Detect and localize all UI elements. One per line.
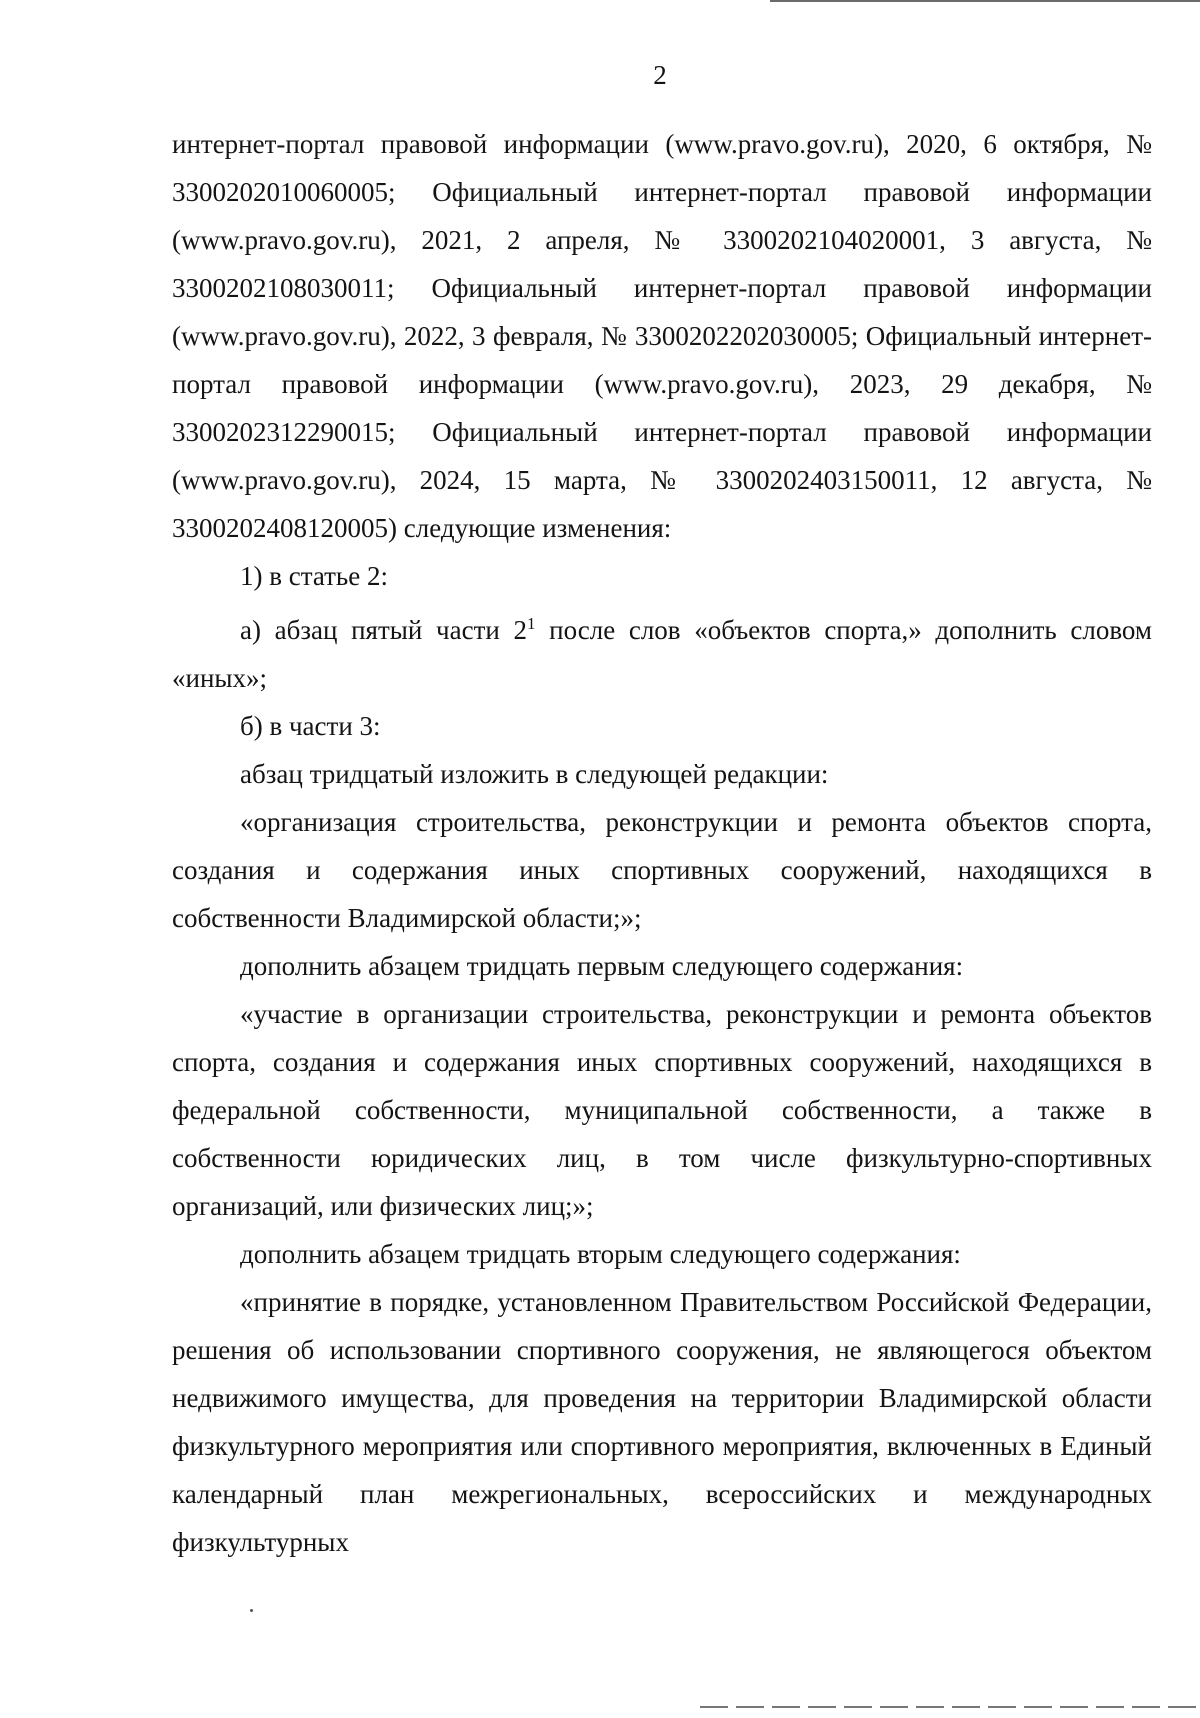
paragraph-abzac-32: дополнить абзацем тридцать вторым следующего содержания: bbox=[240, 1239, 961, 1269]
scan-edge-line-bottom bbox=[700, 1706, 1200, 1708]
item-a-text: а) абзац пятый части 2 bbox=[240, 615, 527, 645]
superscript: 1 bbox=[526, 614, 536, 633]
paragraph-quote-2: «участие в организации строительства, реконструкции и ремонта объектов спорта, создания и содержания иных спортивных сооружений, находящихся в федеральной собственности, муниципальной собственности, а также в собственности юридических лиц, в том числе физкультурно-спортивных организаций, или физических лиц;»; bbox=[172, 999, 1152, 1221]
paragraph-item-a bbox=[172, 600, 1152, 702]
paragraph-continuation: интернет-портал правовой информации (www.pravo.gov.ru), 2020, 6 октября, № 3300202010060005; Официальный интернет-портал правовой информации (www.pravo.gov.ru), 2021, 2 апреля, № 3300202104020001, 3 августа, № 3300202108030011; Официальный интернет-портал правовой информации (www.pravo.gov.ru), 2022, 3 февраля, № 3300202202030005; Официальный интернет-портал правовой информации (www.pravo.gov.ru), 2023, 29 декабря, № 3300202312290015; Официальный интернет-портал правовой информации (www.pravo.gov.ru), 2024, 15 марта, № 3300202403150011, 12 августа, № 3300202408120005) следующие изменения: bbox=[172, 129, 1152, 543]
paragraph-article-2: 1) в статье 2: bbox=[240, 561, 388, 591]
document-body bbox=[172, 120, 1152, 1566]
paragraph-item-b: б) в части 3: bbox=[240, 711, 381, 741]
paragraph-quote-1: «организация строительства, реконструкции и ремонта объектов спорта, создания и содержания иных спортивных сооружений, находящихся в собственности Владимирской области;»; bbox=[172, 807, 1152, 933]
scan-speck bbox=[250, 1609, 253, 1612]
paragraph-abzac-31: дополнить абзацем тридцать первым следующего содержания: bbox=[240, 951, 964, 981]
item-a-text-continued: после слов «объектов спорта,» дополнить словом «иных»; bbox=[172, 615, 1152, 693]
paragraph-quote-3: «принятие в порядке, установленном Правительством Российской Федерации, решения об использовании спортивного сооружения, не являющегося объектом недвижимого имущества, для проведения на территории Владимирской области физкультурного мероприятия или спортивного мероприятия, включенных в Единый календарный план межрегиональных, всероссийских и международных физкультурных bbox=[172, 1287, 1152, 1557]
page-number: 2 bbox=[653, 60, 667, 90]
scan-edge-line-top bbox=[770, 0, 1200, 2]
paragraph-abzac-30: абзац тридцатый изложить в следующей редакции: bbox=[240, 759, 829, 789]
